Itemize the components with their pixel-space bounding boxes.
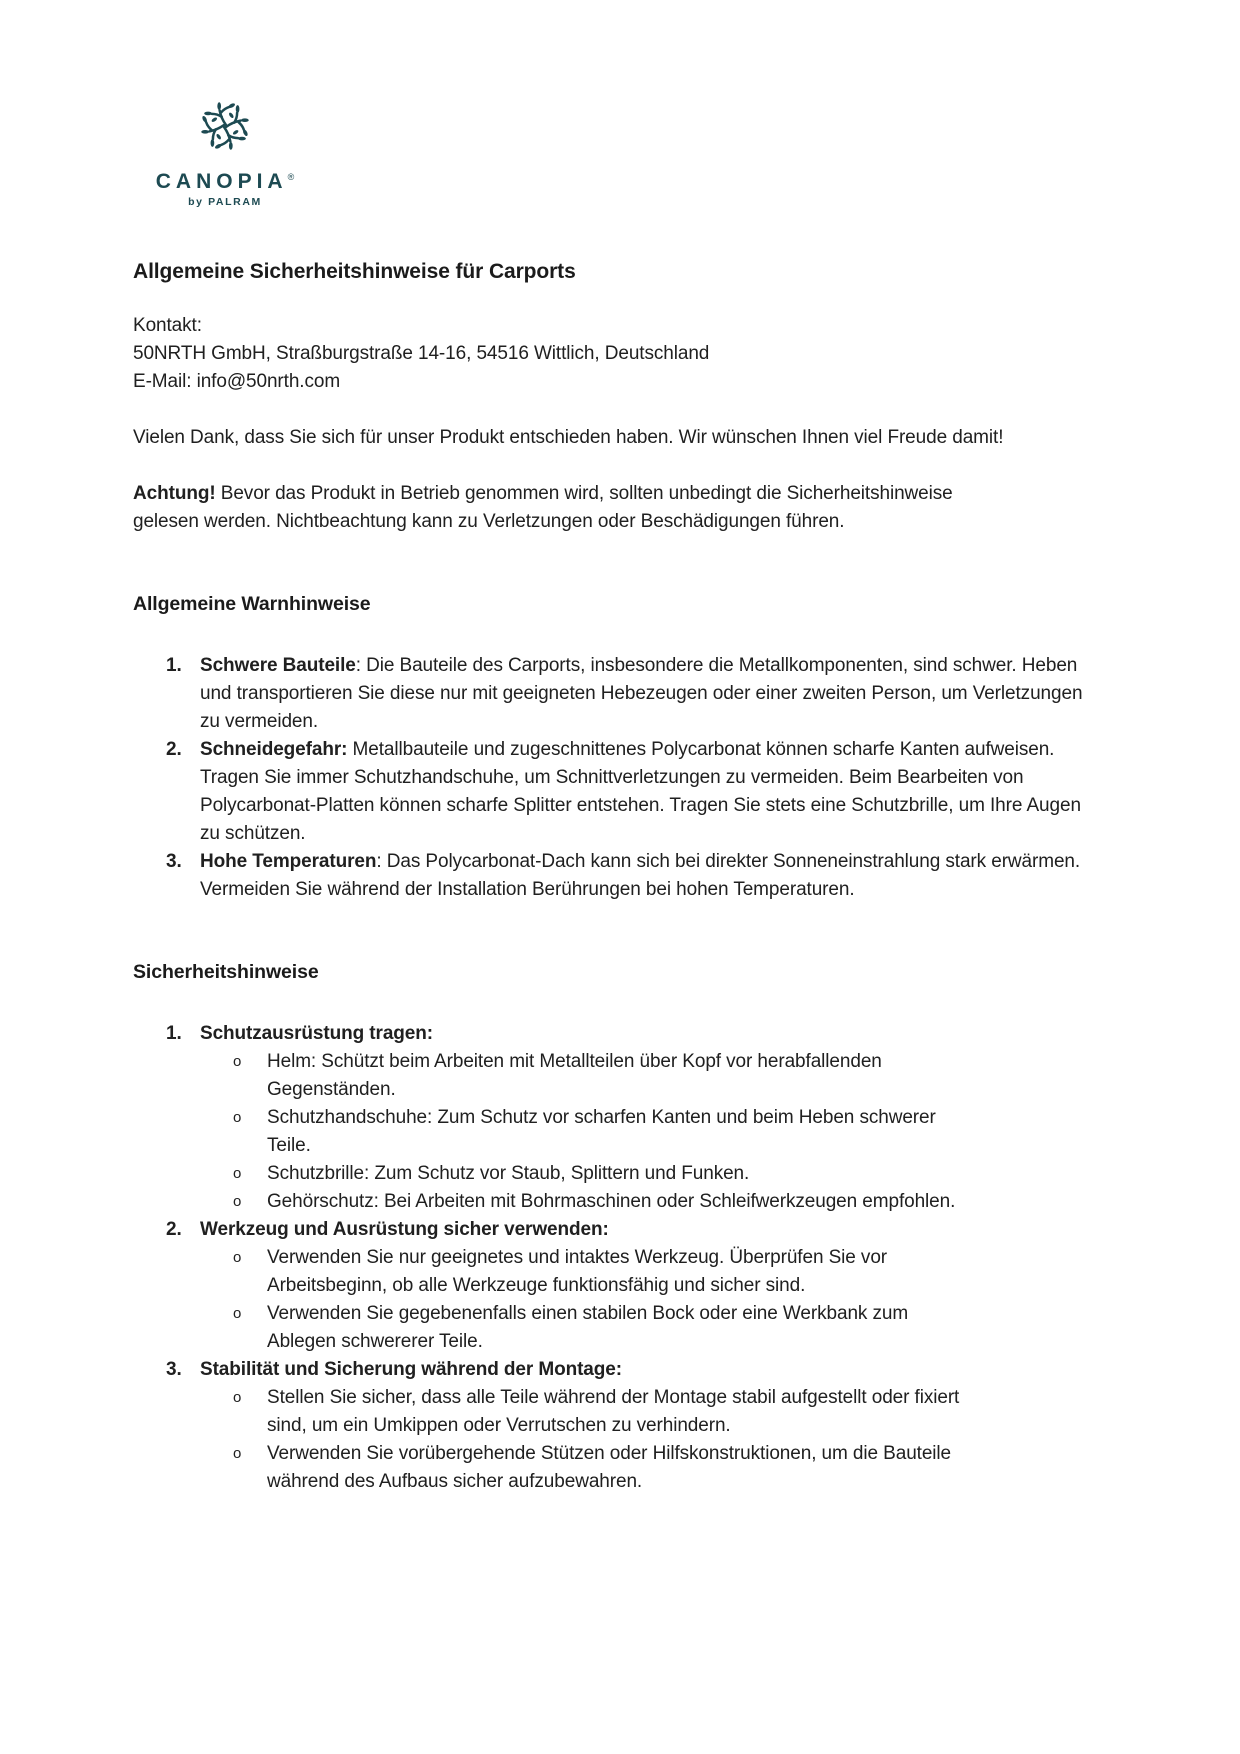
list-item — [133, 736, 1120, 848]
numbered-list — [133, 652, 1120, 904]
sub-list-text: Verwenden Sie vorübergehende Stützen oder Hilfskonstruktionen, um die Bauteile während des Aufbaus sicher aufzubewahren. — [267, 1443, 952, 1492]
list-item — [133, 1356, 1120, 1496]
sub-list-text: Verwenden Sie nur geeignetes und intaktes Werkzeug. Überprüfen Sie vor Arbeitsbeginn, ob alle Werkzeuge funktionsfähig und sicher sind. — [267, 1247, 888, 1296]
sub-list-item — [200, 1384, 977, 1440]
list-item-number: 2. — [166, 739, 182, 760]
contact-block — [133, 312, 1018, 396]
list-item-number: 3. — [166, 851, 182, 872]
sub-list-item — [200, 1440, 977, 1496]
contact-label: Kontakt: — [133, 315, 202, 336]
warning-notice-lead: Achtung! — [133, 483, 216, 504]
sub-list-marker: o — [233, 1165, 242, 1182]
list-item-text: Hohe Temperaturen: Das Polycarbonat-Dach kann sich bei direkter Sonneneinstrahlung stark erwärmen. Vermeiden Sie während der Installation Berührungen bei hohen Temperaturen. — [200, 851, 1081, 900]
intro-paragraph: Vielen Dank, dass Sie sich für unser Produkt entschieden haben. Wir wünschen Ihnen viel Freude damit! — [133, 427, 1004, 448]
sub-list-marker: o — [233, 1109, 242, 1126]
list-item-text: Werkzeug und Ausrüstung sicher verwenden: — [200, 1219, 609, 1240]
brand-byline: by PALRAM — [188, 196, 262, 208]
sub-list-item — [200, 1300, 977, 1356]
list-item-number: 2. — [166, 1219, 182, 1240]
list-item-body — [200, 1356, 977, 1496]
numbered-list — [133, 1020, 1120, 1496]
list-item — [133, 652, 1120, 736]
section-heading: Allgemeine Warnhinweise — [133, 593, 371, 615]
sub-list-text: Stellen Sie sicher, dass alle Teile während der Montage stabil aufgestellt oder fixiert sind, um ein Umkippen oder Verrutschen zu verhindern. — [267, 1387, 960, 1436]
list-item-body — [200, 1020, 977, 1216]
page-title: Allgemeine Sicherheitshinweise für Carports — [133, 260, 576, 283]
section-heading: Sicherheitshinweise — [133, 961, 319, 983]
list-item-number: 1. — [166, 1023, 182, 1044]
sub-list-marker: o — [233, 1305, 242, 1322]
list-item-body — [200, 652, 1085, 736]
sub-list-text: Gehörschutz: Bei Arbeiten mit Bohrmaschinen oder Schleifwerkzeugen empfohlen. — [267, 1191, 956, 1212]
warning-notice — [133, 480, 1018, 536]
sub-list-text: Schutzbrille: Zum Schutz vor Staub, Splittern und Funken. — [267, 1163, 750, 1184]
brand-wordmark: CANOPIA® — [155, 170, 295, 193]
sub-list-marker: o — [233, 1445, 242, 1462]
sub-list-item — [200, 1244, 977, 1300]
contact-address: 50NRTH GmbH, Straßburgstraße 14-16, 54516 Wittlich, Deutschland — [133, 343, 710, 364]
brand-logo — [133, 95, 317, 208]
list-item — [133, 848, 1120, 904]
canopia-branches-icon — [194, 95, 256, 157]
list-item-body — [200, 736, 1085, 848]
sub-list-item — [200, 1160, 977, 1188]
sub-list-item — [200, 1104, 977, 1160]
sections-container — [133, 590, 1120, 1496]
sub-list-text: Verwenden Sie gegebenenfalls einen stabilen Bock oder eine Werkbank zum Ablegen schwererer Teile. — [267, 1303, 909, 1352]
sub-list-marker: o — [233, 1193, 242, 1210]
list-item-body — [200, 848, 1085, 904]
sub-list-marker: o — [233, 1249, 242, 1266]
sub-list-text: Helm: Schützt beim Arbeiten mit Metallteilen über Kopf vor herabfallenden Gegenständen. — [267, 1051, 882, 1100]
list-item-text: Stabilität und Sicherung während der Montage: — [200, 1359, 622, 1380]
warning-notice-text: Bevor das Produkt in Betrieb genommen wird, sollten unbedingt die Sicherheitshinweise gelesen werden. Nichtbeachtung kann zu Verletzungen oder Beschädigungen führen. — [133, 483, 953, 532]
list-item-text: Schutzausrüstung tragen: — [200, 1023, 434, 1044]
list-item — [133, 1020, 1120, 1216]
list-item-body — [200, 1216, 977, 1356]
sub-list-text: Schutzhandschuhe: Zum Schutz vor scharfen Kanten und beim Heben schwerer Teile. — [267, 1107, 936, 1156]
list-item-number: 1. — [166, 655, 182, 676]
sub-list-marker: o — [233, 1389, 242, 1406]
registered-trademark-symbol: ® — [287, 172, 295, 182]
contact-email: E-Mail: info@50nrth.com — [133, 371, 341, 392]
list-item-text: Schwere Bauteile: Die Bauteile des Carports, insbesondere die Metallkomponenten, sind schwer. Heben und transportieren Sie diese nur mit geeigneten Hebezeugen oder einer zweiten Person, um Verletzungen zu vermeiden. — [200, 655, 1083, 732]
list-item-text: Schneidegefahr: Metallbauteile und zugeschnittenes Polycarbonat können scharfe Kanten aufweisen. Tragen Sie immer Schutzhandschuhe, um Schnittverletzungen zu vermeiden. Beim Bearbeiten von Polycarbonat-Platten können scharfe Splitter entstehen. Tragen Sie stets eine Schutzbrille, um Ihre Augen zu schützen. — [200, 739, 1081, 844]
sub-list-item — [200, 1188, 977, 1216]
list-item — [133, 1216, 1120, 1356]
sub-list-marker: o — [233, 1053, 242, 1070]
sub-list-item — [200, 1048, 977, 1104]
list-item-number: 3. — [166, 1359, 182, 1380]
